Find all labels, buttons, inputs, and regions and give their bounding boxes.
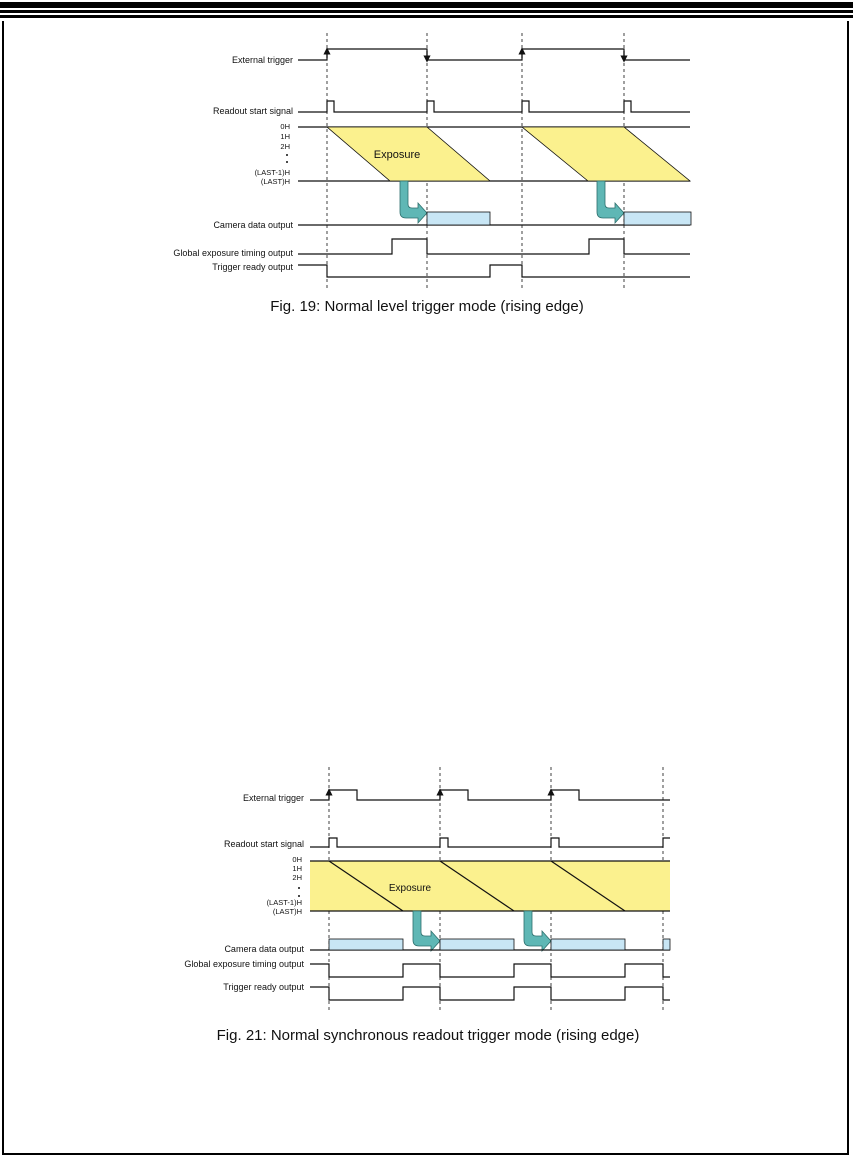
fig21-readout-arrow-2 bbox=[524, 911, 551, 951]
fig19-data-block-2 bbox=[624, 212, 691, 225]
fig21-exposure-label: Exposure bbox=[388, 883, 432, 894]
fig19-readout-arrow-1 bbox=[400, 181, 427, 223]
fig19-label-readout-start: Readout start signal bbox=[212, 106, 293, 116]
fig19-row-0h: 0H bbox=[280, 122, 290, 131]
fig21-signal-trigger-ready bbox=[310, 987, 670, 1000]
fig19-readout-arrow-2 bbox=[597, 181, 624, 223]
fig21-readout-arrow-1 bbox=[413, 911, 440, 951]
fig19-label-trigger-ready: Trigger ready output bbox=[212, 262, 293, 272]
fig21-row-last: (LAST)H bbox=[272, 907, 302, 916]
fig21-row-last1: (LAST-1)H bbox=[266, 898, 302, 907]
fig21-label-external-trigger: External trigger bbox=[242, 793, 304, 803]
fig19-data-block-1 bbox=[427, 212, 490, 225]
fig19-signal-external-trigger bbox=[298, 49, 690, 60]
fig19-exposure-label: Exposure bbox=[373, 149, 421, 161]
fig21-data-block-3 bbox=[551, 939, 625, 950]
fig21-data-block-4 bbox=[663, 939, 670, 950]
fig21-label-trigger-ready: Trigger ready output bbox=[223, 982, 304, 992]
fig19-row-ellipsis-dot-2 bbox=[286, 161, 288, 163]
fig21-row-ellipsis-dot-2 bbox=[298, 895, 300, 897]
fig19-row-ellipsis-dot-1 bbox=[286, 154, 288, 156]
fig21-data-block-1 bbox=[329, 939, 403, 950]
fig21-diagram bbox=[184, 767, 670, 1044]
fig19-row-last1: (LAST-1)H bbox=[254, 168, 290, 177]
fig21-signal-readout-start bbox=[310, 838, 670, 847]
fig21-exposure-band bbox=[310, 861, 670, 911]
fig21-row-ellipsis-dot-1 bbox=[298, 887, 300, 889]
fig19-signal-trigger-ready bbox=[298, 265, 690, 277]
fig21-data-block-2 bbox=[440, 939, 514, 950]
fig21-row-0h: 0H bbox=[292, 855, 302, 864]
fig21-signal-global-exposure bbox=[310, 964, 670, 977]
fig19-row-2h: 2H bbox=[280, 142, 290, 151]
fig19-exposure-band-2 bbox=[522, 127, 690, 181]
fig19-row-last: (LAST)H bbox=[260, 177, 290, 186]
fig21-signal-external-trigger bbox=[310, 790, 670, 800]
fig19-signal-readout-start bbox=[298, 101, 690, 112]
fig19-label-global-exposure: Global exposure timing output bbox=[173, 248, 293, 258]
fig21-label-readout-start: Readout start signal bbox=[223, 839, 304, 849]
fig21-label-camera-data: Camera data output bbox=[224, 944, 304, 954]
fig19-caption: Fig. 19: Normal level trigger mode (rising edge) bbox=[270, 298, 584, 315]
fig19-row-1h: 1H bbox=[280, 132, 290, 141]
fig21-label-global-exposure: Global exposure timing output bbox=[184, 959, 304, 969]
fig19-label-external-trigger: External trigger bbox=[231, 55, 293, 65]
fig21-caption: Fig. 21: Normal synchronous readout trigger mode (rising edge) bbox=[216, 1027, 640, 1044]
fig19-diagram bbox=[173, 33, 691, 315]
fig19-label-camera-data: Camera data output bbox=[213, 220, 293, 230]
fig19-signal-global-exposure bbox=[298, 239, 690, 254]
fig21-row-2h: 2H bbox=[292, 873, 302, 882]
fig21-row-1h: 1H bbox=[292, 864, 302, 873]
